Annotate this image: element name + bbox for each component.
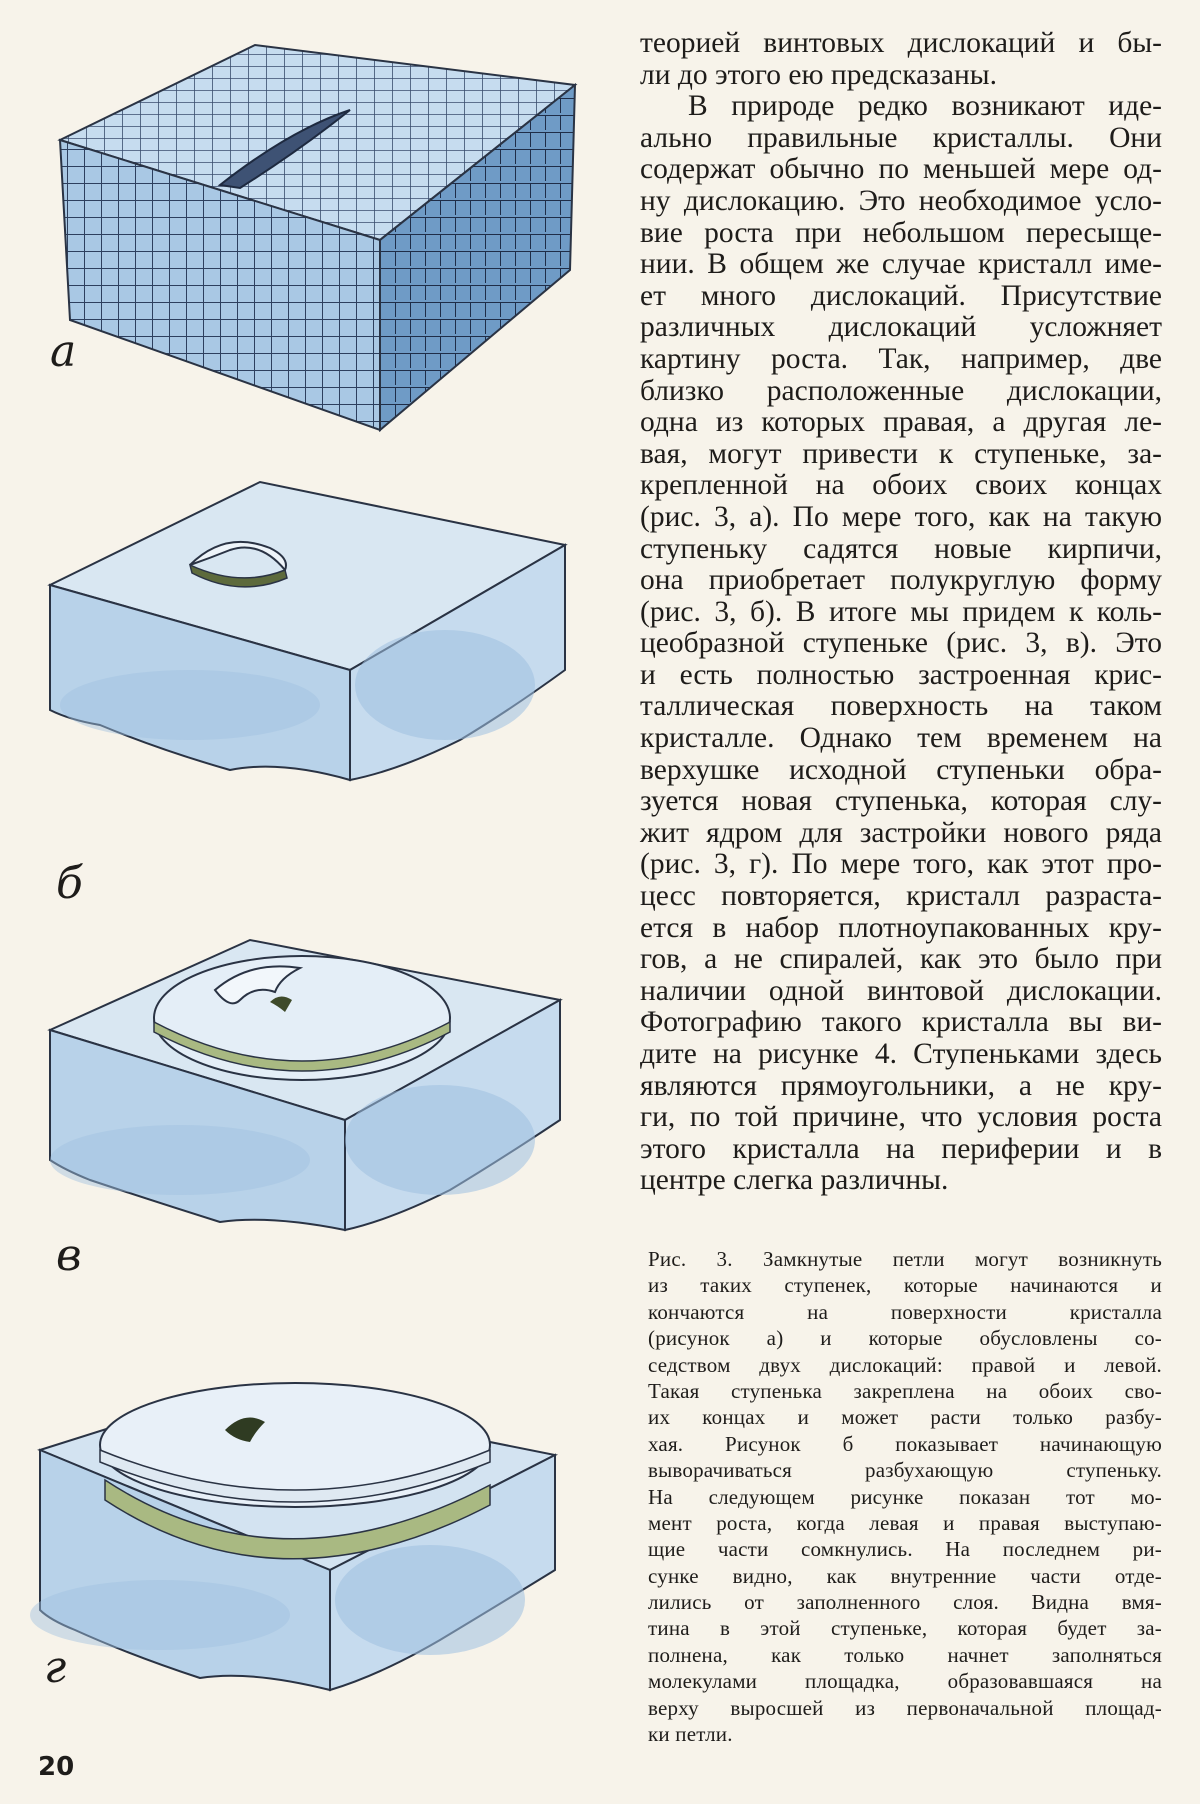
caption-line: кончаются на поверхности кристалла — [648, 1299, 1162, 1324]
body-paragraphs — [640, 28, 1162, 1197]
body-line: верхушке исходной ступеньки обра- — [640, 753, 1162, 786]
caption-line: На следующем рисунке показан тот мо- — [648, 1484, 1162, 1509]
figure-g-label: г — [44, 1642, 67, 1693]
caption-line: хая. Рисунок б показывает начинающую — [648, 1431, 1162, 1456]
body-line: она приобретает полукруглую форму — [640, 564, 1162, 597]
body-line: являются прямоугольники, а не кру- — [640, 1069, 1162, 1102]
body-line: кристалле. Однако тем временем на — [640, 722, 1162, 755]
caption-line: сунке видно, как внутренние части отде- — [648, 1563, 1162, 1588]
body-line: ется в набор плотноупакованных кру- — [640, 911, 1162, 944]
figure-a-gridded-crystal — [50, 30, 590, 450]
caption-line: ки петли. — [648, 1722, 733, 1747]
caption-line: седством двух дислокаций: правой и левой. — [648, 1352, 1162, 1377]
caption-line: тина в этой ступеньке, которая будет за- — [648, 1616, 1162, 1641]
body-line: жит ядром для застройки нового ряда — [640, 816, 1162, 849]
caption-line: молекулами площадка, образовавшаяся на — [648, 1669, 1162, 1694]
caption-line: Рис. 3. Замкнутые петли могут возникнуть — [648, 1247, 1162, 1271]
body-line: ступеньку садятся новые кирпичи, — [640, 532, 1162, 565]
caption-line: выворачиваться разбухающую ступеньку. — [648, 1458, 1162, 1483]
body-line: центре слегка различны. — [640, 1164, 949, 1197]
body-line: и есть полностью застроенная крис- — [640, 658, 1162, 691]
figure-a-label: а — [50, 326, 77, 377]
caption-line: Такая ступенька закреплена на обоих сво- — [648, 1378, 1162, 1403]
caption-line: (рисунок а) и которые обусловлены со- — [648, 1326, 1162, 1351]
body-line: ли до этого ею предсказаны. — [640, 58, 997, 91]
body-line: теорией винтовых дислокаций и бы- — [640, 27, 1162, 59]
figure-b-label: б — [56, 858, 83, 909]
figure-b-semicircle-step — [40, 470, 580, 909]
body-line: картину роста. Так, например, две — [640, 342, 1162, 375]
body-line: вие роста при небольшом пересыще- — [640, 216, 1162, 249]
body-line: одна из которых правая, а другая ле- — [640, 406, 1162, 439]
body-line: ет много дислокаций. Присутствие — [640, 279, 1162, 312]
body-line: цесс повторяется, кристалл разраста- — [640, 880, 1162, 913]
body-line: крепленной на обоих своих концах — [640, 469, 1162, 502]
body-line: различных дислокаций усложняет — [640, 311, 1162, 344]
caption-line: мент роста, когда левая и правая выступаю- — [648, 1510, 1162, 1535]
body-line: (рис. 3, г). По мере того, как этот про- — [640, 848, 1162, 881]
body-line: цеобразной ступеньке (рис. 3, в). Это — [640, 627, 1162, 660]
figure-v-ring-step — [40, 930, 580, 1281]
body-line: ну дислокацию. Это необходимое усло- — [640, 184, 1162, 217]
caption-line: верху выросшей из первоначальной площад- — [648, 1695, 1162, 1720]
figure-v-drawing — [40, 930, 580, 1240]
caption-line: щие части сомкнулись. На последнем ри- — [648, 1537, 1162, 1562]
body-line: наличии одной винтовой дислокации. — [640, 974, 1162, 1007]
page-number: 20 — [38, 1752, 75, 1782]
figure-b-drawing — [40, 470, 580, 790]
figure-v-label: в — [56, 1230, 82, 1281]
body-line: (рис. 3, а). По мере того, как на такую — [640, 500, 1162, 533]
body-line: (рис. 3, б). В итоге мы придем к коль- — [640, 595, 1162, 628]
body-line: нии. В общем же случае кристалл име- — [640, 248, 1162, 281]
body-line: дите на рисунке 4. Ступеньками здесь — [640, 1038, 1162, 1070]
body-line: ги, по той причине, что условия роста — [640, 1101, 1162, 1134]
body-line: ально правильные кристаллы. Они — [640, 121, 1162, 154]
body-line: этого кристалла на периферии и в — [640, 1132, 1162, 1165]
caption-line: полнена, как только начнет заполняться — [648, 1642, 1162, 1667]
caption-line: их концах и может расти только разбу- — [648, 1405, 1162, 1430]
body-line: содержат обычно по меньшей мере од- — [640, 153, 1162, 186]
figure-g-nested-steps — [30, 1370, 580, 1700]
figure-caption — [648, 1246, 1162, 1747]
body-line: Фотографию такого кристалла вы ви- — [640, 1006, 1162, 1039]
figure-a-drawing — [50, 30, 590, 450]
figure-g-drawing — [30, 1370, 580, 1700]
body-line: таллическая поверхность на таком — [640, 690, 1162, 723]
caption-line: лились от заполненного слоя. Видна вмя- — [648, 1590, 1162, 1615]
body-line: вая, могут привести к ступеньке, за- — [640, 437, 1162, 470]
body-line: близко расположенные дислокации, — [640, 374, 1162, 407]
caption-line: из таких ступенек, которые начинаются и — [648, 1273, 1162, 1298]
body-line: В природе редко возникают иде- — [688, 90, 1162, 123]
body-line: гов, а не спиралей, как это было при — [640, 943, 1162, 976]
body-line: зуется новая ступенька, которая слу- — [640, 785, 1162, 818]
